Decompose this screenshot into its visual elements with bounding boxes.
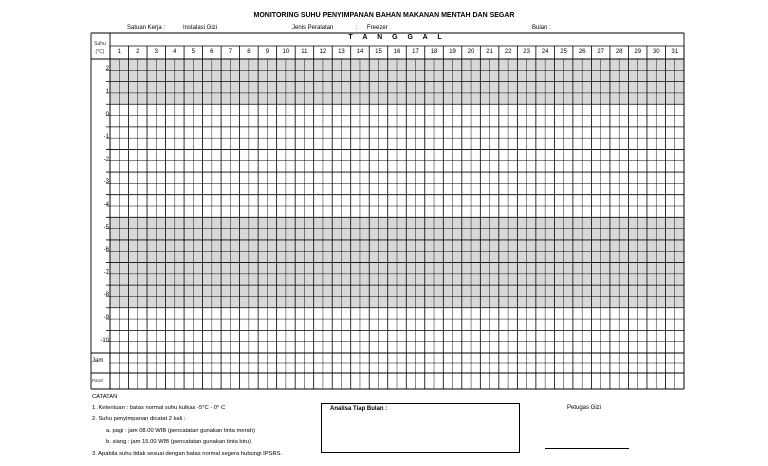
day-label-31: 31 xyxy=(671,49,679,55)
temperature-label: -8 xyxy=(103,292,109,299)
day-label-22: 22 xyxy=(504,49,512,55)
tanggal-header: T A N G G A L xyxy=(348,34,446,41)
suhu-unit: (°C) xyxy=(95,49,105,55)
note-2b: b. siang : jam 15.00 WIB (pencatatan gunakan tinta biru) xyxy=(106,439,252,445)
temperature-label: -10 xyxy=(100,337,109,344)
day-label-29: 29 xyxy=(634,49,642,55)
day-label-23: 23 xyxy=(523,49,530,55)
paraf-row-label: Paraf xyxy=(92,378,103,383)
day-label-19: 19 xyxy=(449,49,456,55)
temperature-label: -1 xyxy=(103,134,109,141)
day-label-24: 24 xyxy=(541,49,549,55)
day-label-1: 1 xyxy=(117,49,121,55)
day-label-11: 11 xyxy=(301,49,308,55)
note-2a: a. pagi : jam 08.00 WIB (pencatatan gunakan tinta merah) xyxy=(106,428,255,434)
day-label-26: 26 xyxy=(578,49,586,55)
day-label-13: 13 xyxy=(338,49,345,55)
temperature-label: 0 xyxy=(105,111,109,118)
day-label-25: 25 xyxy=(560,49,567,55)
day-label-3: 3 xyxy=(154,49,158,55)
jenis-peralatan-value: Freezer xyxy=(367,25,388,31)
temperature-label: -2 xyxy=(103,156,109,163)
temperature-label: -3 xyxy=(103,179,109,186)
day-label-17: 17 xyxy=(412,49,419,55)
petugas-label: Petugas Gizi xyxy=(567,405,602,411)
day-label-4: 4 xyxy=(173,49,177,55)
day-label-30: 30 xyxy=(652,49,660,55)
analisa-box xyxy=(321,403,520,453)
temperature-label: -7 xyxy=(103,269,109,276)
day-label-6: 6 xyxy=(210,49,214,55)
day-label-14: 14 xyxy=(356,49,364,55)
page-title: MONITORING SUHU PENYIMPANAN BAHAN MAKANAN MENTAH DAN SEGAR xyxy=(253,12,515,19)
day-label-10: 10 xyxy=(282,49,290,55)
suhu-label: Suhu xyxy=(94,41,106,47)
temperature-label: -4 xyxy=(103,202,109,208)
day-label-15: 15 xyxy=(375,49,382,55)
temperature-label: 1 xyxy=(105,88,109,95)
temperature-label: -5 xyxy=(103,224,109,231)
satuan-kerja-label: Satuan Kerja : xyxy=(127,25,166,31)
day-label-5: 5 xyxy=(191,49,195,55)
day-label-8: 8 xyxy=(247,49,251,55)
satuan-kerja-value: Instalasi Gizi xyxy=(183,25,218,31)
jenis-peralatan-separator: : xyxy=(356,25,358,31)
day-label-7: 7 xyxy=(228,49,233,55)
day-label-2: 2 xyxy=(136,49,140,55)
day-label-21: 21 xyxy=(486,49,493,55)
day-label-12: 12 xyxy=(319,49,327,55)
catatan-heading: CATATAN xyxy=(92,394,118,400)
signature-line xyxy=(545,448,629,449)
day-label-18: 18 xyxy=(430,49,438,55)
temperature-label: -9 xyxy=(103,315,109,322)
note-3: 3. Apabila suhu tidak sesuai dengan batas normal segera hubungi IPSRS. xyxy=(92,451,283,457)
day-label-27: 27 xyxy=(597,49,605,55)
temperature-label: -6 xyxy=(103,247,109,254)
temperature-label: 2 xyxy=(105,66,109,73)
note-2: 2. Suhu penyimpanan dicatat 2 kali : xyxy=(92,416,186,422)
day-label-16: 16 xyxy=(393,49,401,55)
bulan-label: Bulan : xyxy=(532,25,551,31)
analisa-label: Analisa Tiap Bulan : xyxy=(330,406,388,412)
jenis-peralatan-label: Jenis Peralatan xyxy=(292,25,334,31)
note-1: 1. Ketentuan : batas normal suhu kulkas -5°C - 0° C xyxy=(92,405,226,411)
day-label-20: 20 xyxy=(467,49,475,55)
day-label-28: 28 xyxy=(615,49,623,55)
day-label-9: 9 xyxy=(265,49,270,55)
jam-row-label: Jam xyxy=(92,358,104,364)
